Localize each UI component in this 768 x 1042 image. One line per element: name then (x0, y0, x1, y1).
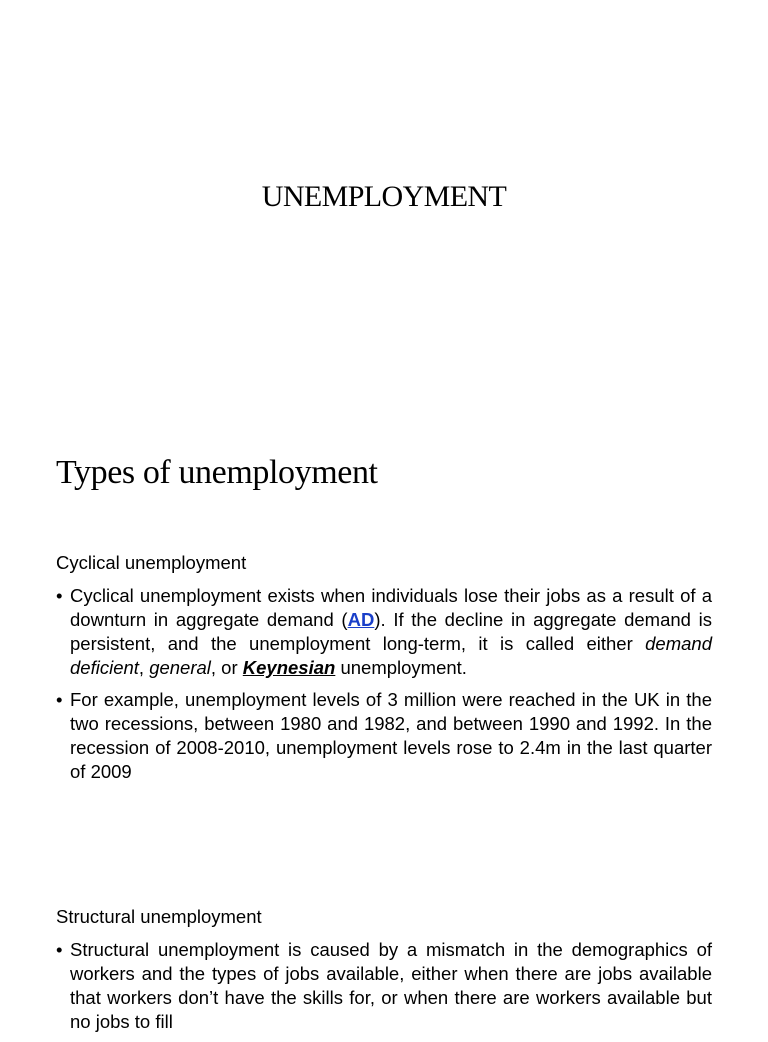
bullet-dot-icon: • (56, 689, 63, 710)
cyclical-bullet-list (56, 584, 712, 792)
list-item: • Structural unemployment is caused by a mismatch in the demographics of workers and the types of jobs available, either when there are jobs available that workers don’t have the skills for, or when there are workers available but no jobs to fill (56, 939, 712, 1032)
structural-subheading: Structural unemployment (56, 906, 262, 927)
bullet-dot-icon: • (56, 939, 63, 960)
cyclical-subheading: Cyclical unemployment (56, 552, 247, 573)
section-heading: Types of unemployment (56, 454, 378, 491)
bullet-dot-icon: • (56, 585, 63, 606)
keynesian-keyword: Keynesian (242, 657, 336, 678)
structural-bullet-list (56, 938, 712, 1042)
slide-1 (0, 0, 768, 444)
slide-title: UNEMPLOYMENT (261, 180, 507, 213)
list-item: • For example, unemployment levels of 3 million were reached in the UK in the two recessions, between 1980 and 1982, and between 1990 and 1992. In the recession of 2008-2010, unemployment levels rose to 2.4m in the last quarter of 2009 (56, 689, 712, 782)
list-item: • Cyclical unemployment exists when individuals lose their jobs as a result of a downturn in aggregate demand (AD). If the decline in aggregate demand is persistent, and the unemployment long-term, it is called either demand deficient, general, or Keynesian unemployment. (56, 585, 712, 678)
ad-link[interactable]: AD (347, 609, 375, 630)
